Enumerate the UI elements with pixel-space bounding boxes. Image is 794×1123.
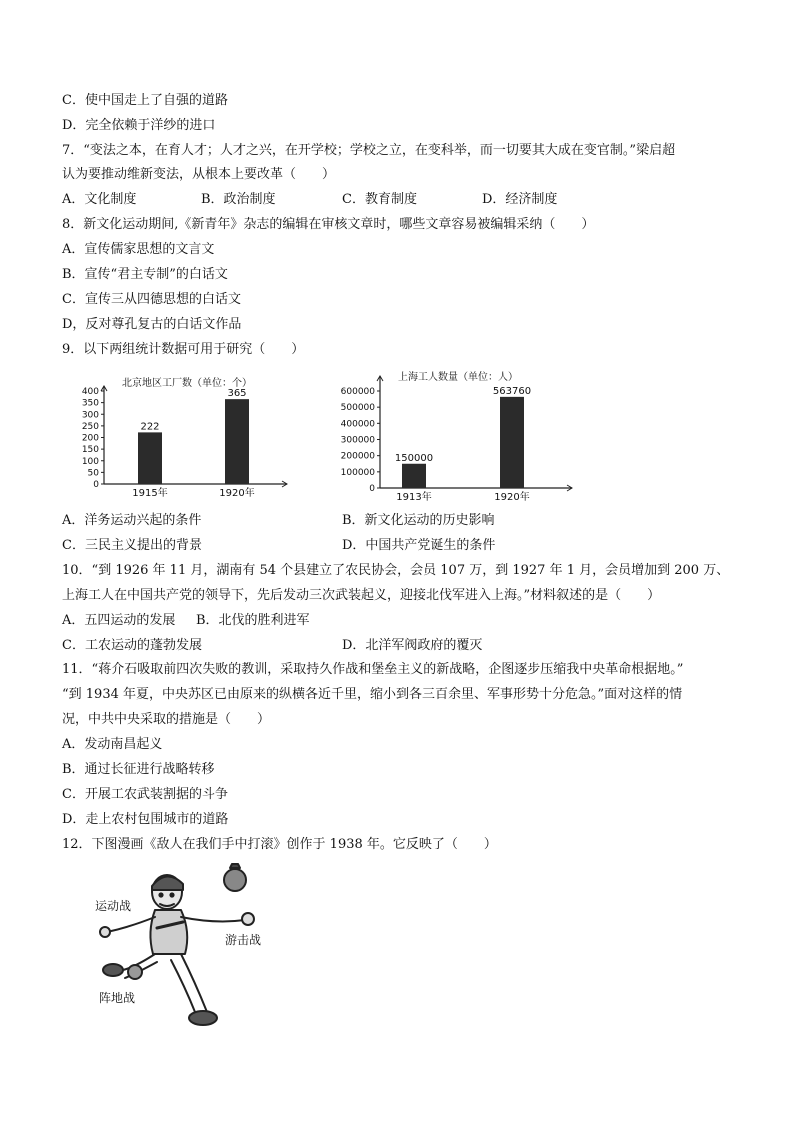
q8-option-d: D，反对尊孔复古的白话文作品	[62, 317, 242, 332]
y-tick-label: 0	[93, 480, 99, 490]
cartoon-illustration	[95, 862, 270, 1032]
y-tick-label: 150	[81, 445, 99, 456]
q9-option-d: D．中国共产党诞生的条件	[342, 538, 496, 553]
q10-option-c: C．工农运动的蓬勃发展	[62, 638, 202, 653]
x-tick-label: 1920年	[494, 492, 530, 503]
chart-title: 上海工人数量（单位：人）	[398, 372, 518, 383]
q7-stem-line2: 认为要推动维新变法，从根本上要改革（ ）	[62, 167, 336, 182]
bar	[500, 397, 524, 488]
q8-option-a: A．宣传儒家思想的文言文	[62, 242, 215, 257]
cartoon-label-guerrilla-war: 游击战	[225, 933, 262, 947]
q11-stem-line3: 况，中共中央采取的措施是（ ）	[62, 712, 271, 727]
data-label: 365	[227, 388, 247, 400]
y-tick-label: 0	[369, 484, 375, 494]
bar	[225, 399, 249, 484]
y-tick-label: 400	[81, 387, 99, 397]
x-tick-label: 1915年	[132, 488, 168, 499]
chart-beijing-factories	[62, 366, 302, 508]
q11-option-c: C．开展工农武装割据的斗争	[62, 787, 228, 802]
y-tick-label: 500000	[340, 403, 375, 414]
q7-option-a: A．文化制度	[62, 192, 137, 207]
data-label: 563760	[492, 385, 532, 397]
x-tick-label: 1913年	[396, 492, 432, 503]
cartoon-enemy-rolling	[95, 862, 270, 1032]
y-tick-label: 200	[81, 433, 99, 444]
data-label: 222	[140, 421, 160, 433]
q10-stem-line2: 上海工人在中国共产党的领导下，先后发动三次武装起义，迎接北伐军进入上海。”材料叙述的是（ ）	[62, 588, 661, 603]
q6-option-c: C．使中国走上了自强的道路	[62, 93, 228, 108]
q10-option-b: B．北伐的胜利进军	[196, 613, 310, 628]
q6-option-d: D．完全依赖于洋纱的进口	[62, 118, 216, 133]
q7-option-b: B．政治制度	[201, 192, 276, 207]
q9-option-a: A．洋务运动兴起的条件	[62, 513, 202, 528]
chart-shanghai-workers	[330, 366, 580, 508]
q11-stem-line2: “到 1934 年夏，中央苏区已由原来的纵横各近千里，缩小到各三百余里、军事形势十分危急。”面对这样的情	[62, 687, 683, 702]
y-tick-label: 50	[87, 468, 99, 479]
bar	[402, 464, 426, 488]
q11-option-d: D．走上农村包围城市的道路	[62, 812, 229, 827]
q11-option-b: B．通过长征进行战略转移	[62, 762, 215, 777]
q9-stem: 9．以下两组统计数据可用于研究（ ）	[62, 342, 305, 357]
q7-option-c: C．教育制度	[342, 192, 417, 207]
q10-stem-line1: 10．“到 1926 年 11 月，湖南有 54 个县建立了农民协会，会员 107 万，到 1927 年 1 月，会员增加到 200 万、	[62, 563, 730, 578]
y-tick-label: 600000	[340, 387, 375, 397]
q7-stem-line1: 7．“变法之本，在育人才；人才之兴，在开学校；学校之立，在变科举，而一切要其大成在变官制。”梁启超	[62, 143, 676, 158]
q11-option-a: A．发动南昌起义	[62, 737, 163, 752]
q8-option-b: B．宣传“君主专制”的白话文	[62, 267, 228, 282]
q8-option-c: C．宣传三从四德思想的白话文	[62, 292, 241, 307]
q10-option-a: A．五四运动的发展	[62, 613, 176, 628]
y-tick-label: 250	[81, 421, 99, 432]
bar	[138, 432, 162, 484]
y-tick-label: 400000	[340, 419, 375, 430]
data-label: 150000	[394, 452, 434, 464]
y-tick-label: 300	[81, 410, 99, 421]
chart-shanghai-svg	[330, 366, 580, 508]
chart-title: 北京地区工厂数（单位：个）	[122, 378, 252, 389]
q11-stem-line1: 11．“蒋介石吸取前四次失败的教训，采取持久作战和堡垒主义的新战略，企图逐步压缩我中央革命根据地。”	[62, 662, 684, 677]
q7-option-d: D．经济制度	[482, 192, 558, 207]
y-tick-label: 350	[81, 398, 99, 409]
cartoon-label-mobile-war: 运动战	[95, 899, 132, 913]
y-tick-label: 300000	[340, 435, 375, 446]
y-tick-label: 100000	[340, 467, 375, 478]
q8-stem: 8．新文化运动期间,《新青年》杂志的编辑在审核文章时，哪些文章容易被编辑采纳（ ）	[62, 217, 595, 232]
q9-option-c: C．三民主义提出的背景	[62, 538, 202, 553]
y-tick-label: 100	[81, 456, 99, 467]
q10-option-d: D．北洋军阀政府的覆灭	[342, 638, 483, 653]
y-tick-label: 200000	[340, 451, 375, 462]
q12-stem: 12．下图漫画《敌人在我们手中打滚》创作于 1938 年。它反映了（ ）	[62, 837, 497, 852]
cartoon-label-positional-war: 阵地战	[99, 991, 136, 1005]
q9-option-b: B．新文化运动的历史影响	[342, 513, 495, 528]
x-tick-label: 1920年	[219, 488, 255, 499]
chart-beijing-svg	[62, 366, 302, 508]
